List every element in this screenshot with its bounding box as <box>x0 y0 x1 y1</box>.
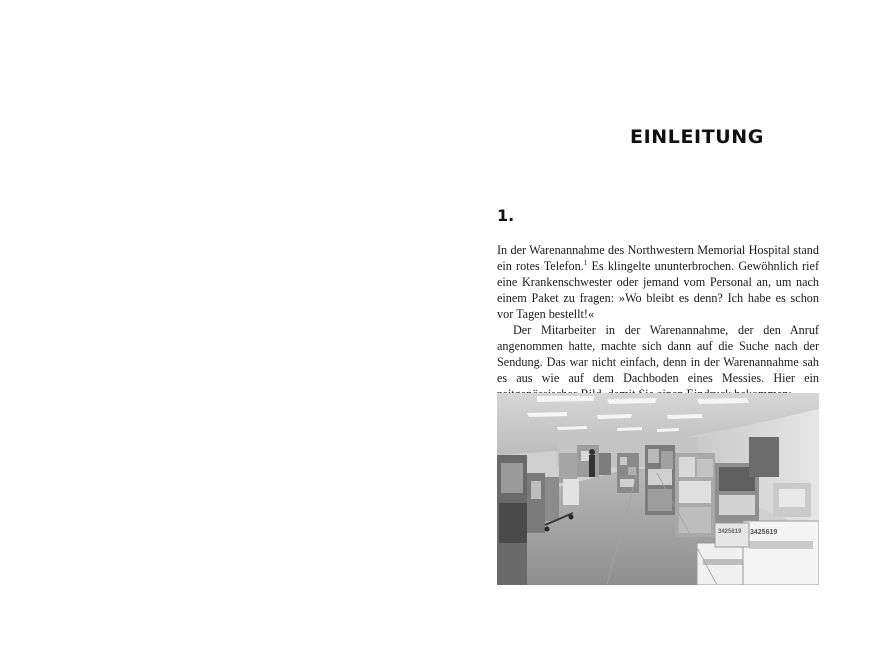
warehouse-photo-image <box>497 393 819 585</box>
section-number: 1. <box>497 206 515 225</box>
paragraph-1-text-b: Es klingelte ununterbrochen. Gewöhnlich rief eine Krankenschwester oder jemand vom Personal an, um nach einem Paket zu fragen: »Wo bleibt es denn? Ich habe es schon vor Tagen bestellt!« <box>497 259 819 321</box>
paragraph-2: Der Mitarbeiter in der Warenannahme, der den Anruf angenommen hatte, machte sich dann auf die Suche nach der Sendung. Das war nicht einfach, denn in der Warenannahme sah es aus wie auf dem Dachboden eines Messies. Hier ein <box>497 323 819 385</box>
warehouse-photo <box>497 393 819 585</box>
box-label: 3425619 <box>750 529 778 536</box>
paragraph-1 <box>497 242 819 322</box>
footnote-marker[interactable]: 1 <box>583 258 588 267</box>
paragraph-1-text-a: In der Warenannahme des Northwestern Memorial Hospital stand ein rotes Telefon. <box>497 243 819 273</box>
box-label-small: 3425619 <box>718 529 742 535</box>
chapter-title: EINLEITUNG <box>630 126 764 148</box>
body-text <box>497 242 819 402</box>
right-page <box>437 0 874 648</box>
